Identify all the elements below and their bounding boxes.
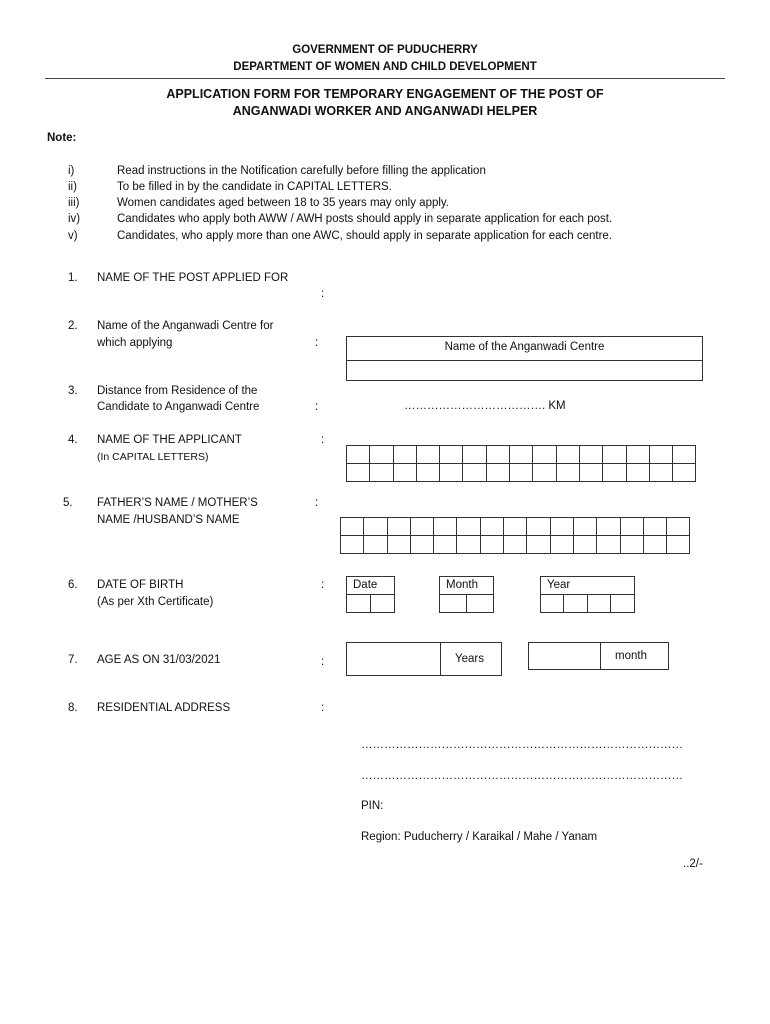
letter-box[interactable]: [370, 446, 393, 464]
letter-box[interactable]: [580, 446, 603, 464]
field-number: 3.: [68, 385, 78, 397]
letter-box[interactable]: [557, 464, 580, 482]
region-options[interactable]: Region: Puducherry / Karaikal / Mahe / Yanam: [361, 831, 598, 843]
field-number: 1.: [68, 272, 78, 284]
letter-box[interactable]: [644, 518, 667, 536]
letter-box[interactable]: [667, 536, 690, 554]
note-item-text: Read instructions in the Notification carefully before filling the application: [117, 165, 486, 177]
dob-date-box[interactable]: [346, 576, 395, 613]
field-colon: :: [321, 434, 325, 446]
letter-box[interactable]: [417, 446, 440, 464]
field-colon: :: [321, 579, 325, 591]
distance-label-line1: Distance from Residence of the: [97, 385, 258, 397]
page-continuation-marker: ..2/-: [683, 858, 703, 870]
dob-month-label: Month: [440, 577, 494, 595]
letter-box[interactable]: [457, 536, 480, 554]
letter-box[interactable]: [621, 536, 644, 554]
letter-box[interactable]: [603, 446, 626, 464]
field-number: 8.: [68, 702, 78, 714]
note-item-number: iii): [68, 197, 80, 209]
letter-box[interactable]: [527, 518, 550, 536]
letter-box[interactable]: [388, 536, 411, 554]
letter-box[interactable]: [574, 536, 597, 554]
letter-box[interactable]: [580, 464, 603, 482]
field-number: 6.: [68, 579, 78, 591]
letter-box[interactable]: [347, 446, 370, 464]
letter-box[interactable]: [394, 446, 417, 464]
letter-box[interactable]: [440, 464, 463, 482]
field-number: 7.: [68, 654, 78, 666]
form-title-line1: APPLICATION FORM FOR TEMPORARY ENGAGEMENT OF THE POST OF: [166, 87, 604, 101]
letter-box[interactable]: [370, 464, 393, 482]
letter-box[interactable]: [394, 464, 417, 482]
note-label: Note:: [47, 132, 77, 144]
field-number: 4.: [68, 434, 78, 446]
note-item-number: ii): [68, 181, 77, 193]
note-item-text: Candidates who apply both AWW / AWH posts should apply in separate application for each post.: [117, 213, 613, 225]
letter-box[interactable]: [411, 518, 434, 536]
letter-box[interactable]: [551, 518, 574, 536]
age-month-input[interactable]: [529, 643, 601, 669]
applicant-name-label: NAME OF THE APPLICANT: [97, 434, 242, 446]
letter-box[interactable]: [347, 464, 370, 482]
dob-month-box[interactable]: [439, 576, 494, 613]
parent-name-label-line1: FATHER’S NAME / MOTHER’S: [97, 497, 258, 509]
note-item-number: iv): [68, 213, 81, 225]
field-colon: :: [315, 401, 319, 413]
anganwadi-centre-input[interactable]: [347, 361, 702, 381]
letter-box[interactable]: [673, 446, 696, 464]
letter-box[interactable]: [597, 518, 620, 536]
header-divider: [45, 78, 725, 79]
age-years-box[interactable]: [346, 642, 502, 676]
note-item-number: v): [68, 230, 78, 242]
letter-box[interactable]: [341, 536, 364, 554]
letter-box[interactable]: [487, 446, 510, 464]
anganwadi-centre-label-line1: Name of the Anganwadi Centre for: [97, 320, 274, 332]
address-line-1[interactable]: …………………………………………………………………………: [361, 739, 683, 751]
letter-box[interactable]: [597, 536, 620, 554]
note-item-text: Candidates, who apply more than one AWC, should apply in separate application for each centre.: [117, 230, 613, 242]
letter-box[interactable]: [551, 536, 574, 554]
letter-box[interactable]: [527, 536, 550, 554]
letter-box[interactable]: [574, 518, 597, 536]
letter-box[interactable]: [487, 464, 510, 482]
form-title-line2: ANGANWADI WORKER AND ANGANWADI HELPER: [232, 104, 538, 118]
dob-year-box[interactable]: [540, 576, 635, 613]
distance-km-input[interactable]: ………………………………. KM: [404, 400, 566, 412]
pin-field[interactable]: PIN:: [361, 800, 384, 812]
age-label: AGE AS ON 31/03/2021: [97, 654, 221, 666]
field-colon: :: [321, 288, 325, 300]
letter-box[interactable]: [417, 464, 440, 482]
letter-box[interactable]: [504, 536, 527, 554]
letter-box[interactable]: [364, 518, 387, 536]
field-colon: :: [315, 337, 319, 349]
letter-box[interactable]: [463, 464, 486, 482]
letter-box[interactable]: [510, 464, 533, 482]
address-label: RESIDENTIAL ADDRESS: [97, 702, 231, 714]
department-heading: DEPARTMENT OF WOMEN AND CHILD DEVELOPMENT: [233, 61, 537, 73]
letter-box[interactable]: [434, 536, 457, 554]
field-number: 2.: [68, 320, 78, 332]
applicant-name-grid[interactable]: [346, 445, 696, 482]
letter-box[interactable]: [603, 464, 626, 482]
letter-box[interactable]: [627, 464, 650, 482]
dob-year-label: Year: [541, 577, 635, 595]
letter-box[interactable]: [364, 536, 387, 554]
letter-box[interactable]: [673, 464, 696, 482]
letter-box[interactable]: [667, 518, 690, 536]
field-colon: :: [321, 656, 325, 668]
parent-name-grid[interactable]: [340, 517, 690, 554]
dob-date-label: Date: [347, 577, 395, 595]
note-item-text: To be filled in by the candidate in CAPITAL LETTERS.: [117, 181, 392, 193]
anganwadi-centre-label-line2: which applying: [97, 337, 173, 349]
note-item-number: i): [68, 165, 75, 177]
letter-box[interactable]: [411, 536, 434, 554]
letter-box[interactable]: [650, 446, 673, 464]
letter-box[interactable]: [644, 536, 667, 554]
letter-box[interactable]: [533, 446, 556, 464]
anganwadi-centre-box: [346, 336, 703, 381]
letter-box[interactable]: [457, 518, 480, 536]
age-month-label: month: [615, 650, 647, 662]
letter-box[interactable]: [434, 518, 457, 536]
age-month-box[interactable]: [528, 642, 669, 670]
letter-box[interactable]: [510, 446, 533, 464]
capital-letters-hint: (In CAPITAL LETTERS): [97, 451, 209, 463]
field-colon: :: [315, 497, 319, 509]
letter-box[interactable]: [341, 518, 364, 536]
address-line-2[interactable]: …………………………………………………………………………: [361, 770, 683, 782]
letter-box[interactable]: [504, 518, 527, 536]
distance-label-line2: Candidate to Anganwadi Centre: [97, 401, 260, 413]
letter-box[interactable]: [627, 446, 650, 464]
age-years-input[interactable]: [347, 643, 441, 675]
note-item-text: Women candidates aged between 18 to 35 years may only apply.: [117, 197, 450, 209]
dob-hint: (As per Xth Certificate): [97, 596, 214, 608]
letter-box[interactable]: [650, 464, 673, 482]
letter-box[interactable]: [440, 446, 463, 464]
age-years-label: Years: [455, 653, 484, 665]
letter-box[interactable]: [481, 536, 504, 554]
field-colon: :: [321, 702, 325, 714]
dob-label: DATE OF BIRTH: [97, 579, 184, 591]
field-number: 5.: [63, 497, 73, 509]
letter-box[interactable]: [463, 446, 486, 464]
parent-name-label-line2: NAME /HUSBAND’S NAME: [97, 514, 240, 526]
government-heading: GOVERNMENT OF PUDUCHERRY: [292, 44, 478, 56]
letter-box[interactable]: [557, 446, 580, 464]
letter-box[interactable]: [388, 518, 411, 536]
letter-box[interactable]: [533, 464, 556, 482]
anganwadi-centre-box-header: Name of the Anganwadi Centre: [347, 337, 702, 361]
letter-box[interactable]: [621, 518, 644, 536]
post-applied-label: NAME OF THE POST APPLIED FOR: [97, 272, 289, 284]
letter-box[interactable]: [481, 518, 504, 536]
